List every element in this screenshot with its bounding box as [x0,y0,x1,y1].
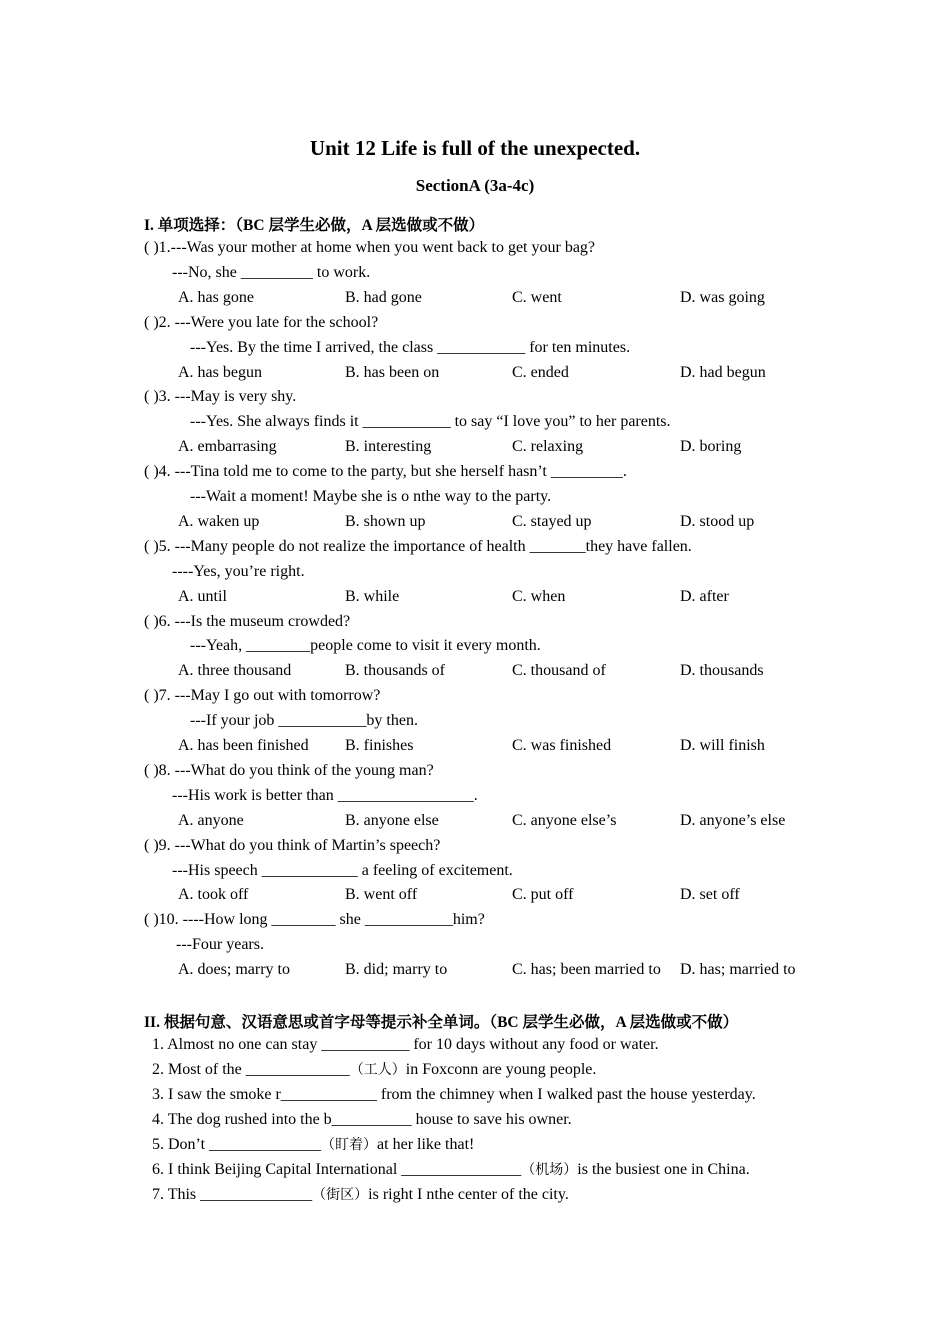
answer-option: A. has begun [178,363,262,381]
answer-option: C. ended [512,363,569,381]
question-3 [144,387,296,407]
question-number: ( )3. [144,388,171,406]
fill-in-item-1 [152,1035,659,1055]
chinese-hint: （机场） [521,1162,578,1178]
page-title: Unit 12 Life is full of the unexpected. [309,136,641,160]
question-response: ---Four years. [176,936,264,954]
answer-option: C. relaxing [512,438,584,456]
item-text-end: at her like that! [377,1136,475,1153]
item-text: 7. This ______________ [152,1186,313,1203]
answer-option: B. has been on [345,363,440,381]
question-text: ---Tina told me to come to the party, but she herself hasn’t _________. [170,463,627,481]
fill-in-item-2 [152,1060,596,1080]
item-text: 3. I saw the smoke r____________ from the chimney when I walked past the house yesterday. [152,1086,756,1103]
answer-option: D. after [680,587,729,605]
fill-in-item-7 [152,1185,569,1205]
answer-option: B. interesting [345,438,432,456]
answer-option: A. anyone [178,811,244,829]
answer-option: D. thousands [680,662,764,680]
answer-option: D. stood up [680,512,755,530]
question-response: ---Yes. She always finds it ___________ to say “I love you” to her parents. [190,413,671,431]
answer-option: B. anyone else [345,811,439,829]
answer-option: D. had begun [680,363,766,381]
question-text: ---May I go out with tomorrow? [170,687,381,705]
question-text: ---Many people do not realize the importance of health _______they have fallen. [170,537,692,555]
answer-option: B. while [345,587,400,605]
answer-option: C. when [512,587,566,605]
answer-option: B. had gone [345,288,422,306]
answer-option: C. went [512,288,562,306]
question-text: ---What do you think of Martin’s speech? [170,836,441,854]
question-number: ( )8. [144,761,171,779]
question-text: ---What do you think of the young man? [170,761,434,779]
page-subtitle: SectionA (3a-4c) [415,176,535,195]
answer-option: D. anyone’s else [680,811,786,829]
question-response: ----Yes, you’re right. [172,562,305,580]
answer-option: A. does; marry to [178,961,290,979]
answer-option: A. has been finished [178,737,309,754]
section1-heading: I. 单项选择：（BC 层学生必做，A 层选做或不做） [144,217,485,234]
answer-option: C. anyone else’s [512,811,617,829]
question-text: ----How long ________ she ___________him? [178,911,485,929]
answer-option: A. embarrasing [178,438,277,456]
question-number: ( )6. [144,612,171,630]
question-4 [144,462,627,482]
question-text: ---May is very shy. [170,388,297,406]
answer-option: D. set off [680,886,740,904]
fill-in-item-5 [152,1135,474,1155]
question-number: ( )2. [144,313,171,331]
answer-option: D. will finish [680,737,765,754]
answer-option: A. until [178,587,227,605]
answer-option: C. stayed up [512,512,592,530]
question-number: ( )9. [144,836,171,854]
question-response: ---Yeah, ________people come to visit it every month. [190,637,541,655]
question-number: ( )10. [144,911,179,929]
answer-option: C. has; been married to [512,961,661,979]
question-response: ---Wait a moment! Maybe she is o nthe way to the party. [190,488,552,505]
fill-in-item-3 [152,1085,756,1105]
chinese-hint: （工人） [349,1062,406,1078]
question-response: ---No, she _________ to work. [172,263,371,281]
question-6 [144,612,350,632]
question-text: ---Were you late for the school? [170,313,379,331]
question-number: ( )7. [144,687,171,705]
answer-option: D. has; married to [680,961,796,979]
item-text: 1. Almost no one can stay ___________ for 10 days without any food or water. [152,1036,659,1053]
item-text: 6. I think Beijing Capital International _______________ [152,1161,522,1178]
question-8 [144,761,434,781]
item-text: 2. Most of the _____________ [152,1061,350,1078]
question-5 [144,537,692,557]
question-2 [144,313,378,333]
question-response: ---If your job ___________by then. [190,712,418,730]
fill-in-item-6 [152,1160,750,1180]
fill-in-item-4 [152,1110,572,1130]
question-response: ---His work is better than _________________. [172,786,478,804]
answer-option: C. put off [512,886,574,904]
answer-option: A. took off [178,886,249,904]
item-text-end: in Foxconn are young people. [405,1061,597,1078]
question-7 [144,686,380,706]
question-number: ( )1. [144,239,171,256]
item-text-end: is right I nthe center of the city. [368,1186,569,1203]
question-number: ( )5. [144,537,171,555]
item-text: 5. Don’t ______________ [152,1136,322,1153]
question-10 [144,910,485,930]
question-9 [144,836,440,856]
chinese-hint: （盯着） [321,1137,378,1153]
section2-heading: II. 根据句意、汉语意思或首字母等提示补全单词。（BC 层学生必做，A 层选做或不做） [144,1014,739,1031]
question-text: ---Was your mother at home when you went back to get your bag? [170,239,596,256]
answer-option: C. was finished [512,737,612,754]
question-number: ( )4. [144,463,171,481]
item-text: 4. The dog rushed into the b__________ house to save his owner. [152,1111,572,1128]
question-response: ---Yes. By the time I arrived, the class ___________ for ten minutes. [190,338,631,356]
answer-option: B. finishes [345,737,414,754]
answer-option: B. did; marry to [345,961,448,979]
item-text-end: is the busiest one in China. [577,1161,750,1178]
question-response: ---His speech ____________ a feeling of excitement. [172,861,513,879]
answer-option: D. was going [680,288,765,306]
answer-option: B. shown up [345,512,426,530]
question-text: ---Is the museum crowded? [170,612,351,630]
answer-option: A. three thousand [178,662,292,680]
chinese-hint: （街区） [312,1187,369,1203]
question-1 [144,238,595,258]
answer-option: B. went off [345,886,418,904]
answer-option: A. has gone [178,288,254,306]
answer-option: B. thousands of [345,662,445,680]
answer-option: A. waken up [178,512,260,530]
answer-option: C. thousand of [512,662,606,680]
answer-option: D. boring [680,438,742,456]
